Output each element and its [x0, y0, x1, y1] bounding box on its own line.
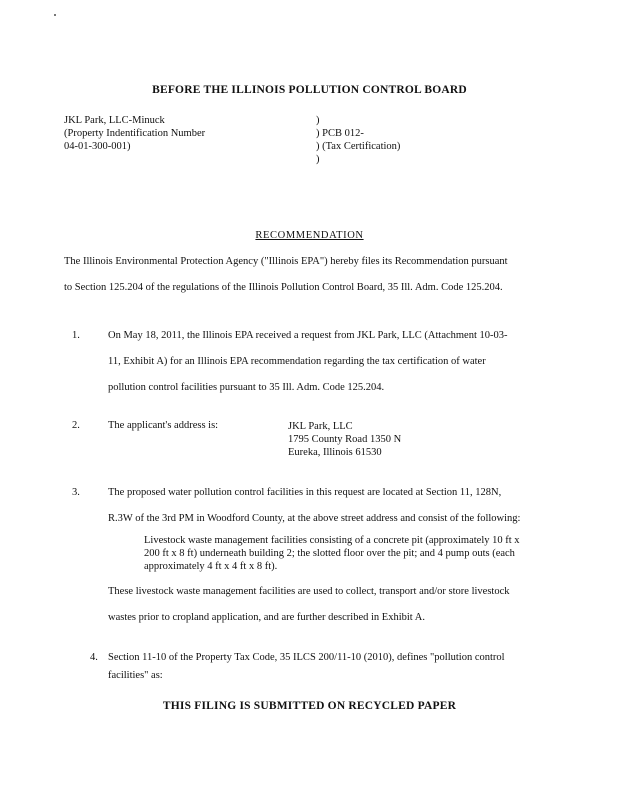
item-1-number: 1.	[72, 330, 80, 341]
address-name: JKL Park, LLC	[288, 421, 353, 432]
caption-property-id-label: (Property Indentification Number	[64, 128, 206, 139]
document-heading: BEFORE THE ILLINOIS POLLUTION CONTROL BOARD	[152, 84, 467, 96]
intro-line-1: The Illinois Environmental Protection Agency ("Illinois EPA") hereby files its Recommendation pursuant	[64, 256, 508, 267]
caption-paren-top: )	[316, 115, 320, 126]
intro-line-2: to Section 125.204 of the regulations of the Illinois Pollution Control Board, 35 Ill. Adm. Code 125.204.	[64, 282, 503, 293]
item-1-line-3: pollution control facilities pursuant to 35 Ill. Adm. Code 125.204.	[108, 382, 385, 393]
caption-case-number: ) PCB 012-	[316, 128, 364, 139]
section-title: RECOMMENDATION	[255, 230, 364, 241]
caption-case-block	[316, 114, 400, 166]
item-1-line-2: 11, Exhibit A) for an Illinois EPA recommendation regarding the tax certification of water	[108, 356, 486, 367]
caption-party-block	[64, 114, 205, 153]
item-4-line-1: Section 11-10 of the Property Tax Code, 35 ILCS 200/11-10 (2010), defines "pollution control	[108, 652, 505, 663]
item-2-number: 2.	[72, 420, 80, 431]
item-3-number: 3.	[72, 487, 80, 498]
applicant-address	[288, 420, 401, 459]
item-3-line-2: R.3W of the 3rd PM in Woodford County, at the above street address and consist of the following:	[108, 513, 521, 524]
caption-party-name: JKL Park, LLC-Minuck	[64, 115, 165, 126]
scan-speck	[54, 14, 56, 16]
facility-line-3: approximately 4 ft x 4 ft x 8 ft).	[144, 561, 278, 572]
item-3-after-line-2: wastes prior to cropland application, and are further described in Exhibit A.	[108, 612, 425, 623]
facility-description	[144, 534, 520, 573]
recycled-paper-footer: THIS FILING IS SUBMITTED ON RECYCLED PAPER	[162, 700, 457, 712]
item-4-number: 4.	[90, 652, 98, 663]
item-4-line-2: facilities" as:	[108, 670, 163, 681]
facility-line-2: 200 ft x 8 ft) underneath building 2; the slotted floor over the pit; and 4 pump outs (each	[144, 548, 515, 559]
address-street: 1795 County Road 1350 N	[288, 434, 402, 445]
caption-property-id-number: 04-01-300-001)	[64, 141, 131, 152]
item-1-line-1: On May 18, 2011, the Illinois EPA received a request from JKL Park, LLC (Attachment 10-03-	[108, 330, 508, 341]
caption-paren-bottom: )	[316, 154, 320, 165]
item-3-after-line-1: These livestock waste management facilities are used to collect, transport and/or store livestock	[108, 586, 510, 597]
address-city: Eureka, Illinois 61530	[288, 447, 382, 458]
caption-case-type: ) (Tax Certification)	[316, 141, 401, 152]
item-3-line-1: The proposed water pollution control facilities in this request are located at Section 11, 128N,	[108, 487, 502, 498]
facility-line-1: Livestock waste management facilities consisting of a concrete pit (approximately 10 ft x	[144, 535, 520, 546]
item-2-label: The applicant's address is:	[108, 420, 219, 431]
